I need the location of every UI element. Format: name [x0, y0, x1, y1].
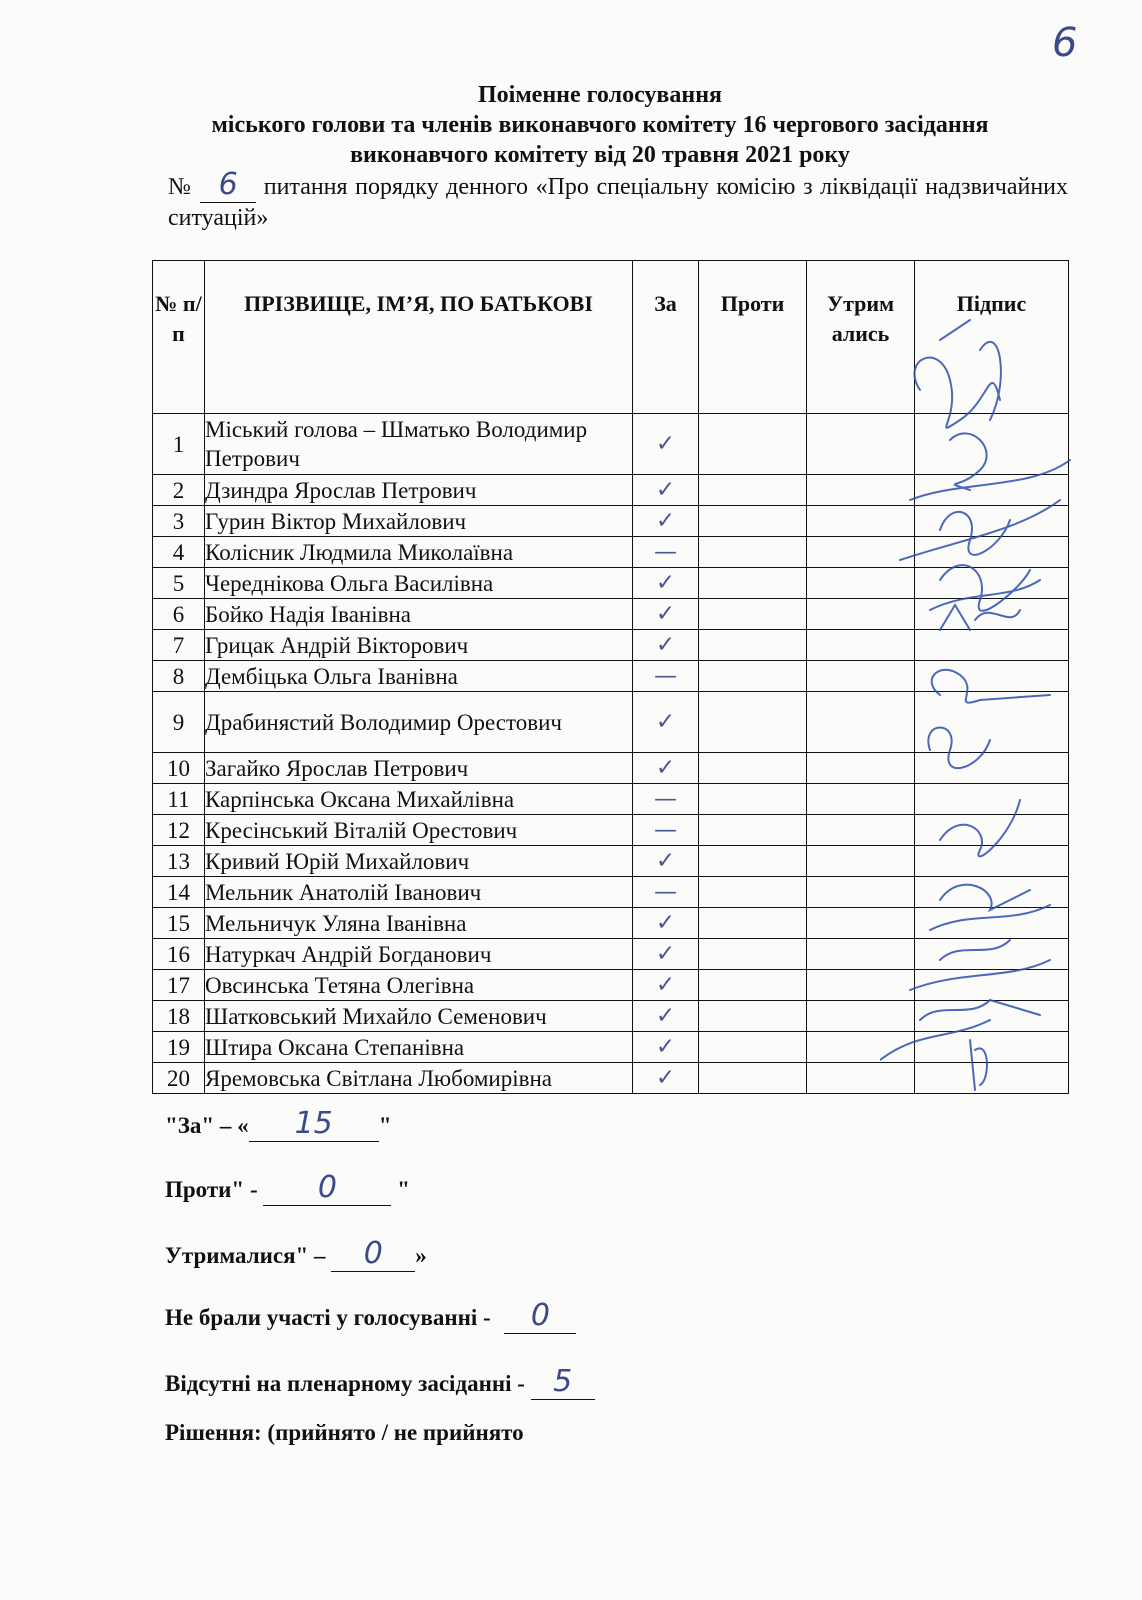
- summary-proty-label: Проти" -: [165, 1177, 258, 1202]
- row-num: 18: [153, 1001, 205, 1032]
- summary-absent-label: Відсутні на пленарному засіданні -: [165, 1371, 525, 1396]
- row-signature: [915, 1001, 1069, 1032]
- row-name: Дзиндра Ярослав Петрович: [205, 475, 633, 506]
- row-name: Штира Оксана Степанівна: [205, 1032, 633, 1063]
- header-utrym: Утрим ались: [807, 261, 915, 414]
- row-za-mark: ✓: [633, 414, 699, 475]
- row-proty: [699, 599, 807, 630]
- row-name: Гурин Віктор Михайлович: [205, 506, 633, 537]
- summary-not-voted-value: 0: [530, 1298, 551, 1333]
- row-num: 6: [153, 599, 205, 630]
- row-proty: [699, 1063, 807, 1094]
- summary-utrym-label: Утрималися" –: [165, 1243, 326, 1268]
- row-num: 20: [153, 1063, 205, 1094]
- row-za-mark: ✓: [633, 1063, 699, 1094]
- row-name: Карпінська Оксана Михайлівна: [205, 784, 633, 815]
- row-signature: [915, 599, 1069, 630]
- table-header-row: [153, 261, 1069, 414]
- summary-za-end: ": [378, 1113, 392, 1138]
- row-za-mark: ✓: [633, 599, 699, 630]
- row-za-mark: ✓: [633, 475, 699, 506]
- row-signature: [915, 784, 1069, 815]
- row-proty: [699, 970, 807, 1001]
- summary-absent-value: 5: [553, 1364, 573, 1399]
- row-name: Бойко Надія Іванівна: [205, 599, 633, 630]
- row-signature: [915, 630, 1069, 661]
- header-num: № п/п: [153, 261, 205, 414]
- summary-za: [165, 1106, 391, 1142]
- row-proty: [699, 661, 807, 692]
- row-proty: [699, 1032, 807, 1063]
- table-row: [153, 1032, 1069, 1063]
- row-signature: [915, 846, 1069, 877]
- row-utrym: [807, 661, 915, 692]
- row-za-mark: —: [633, 877, 699, 908]
- row-signature: [915, 939, 1069, 970]
- row-num: 5: [153, 568, 205, 599]
- row-num: 17: [153, 970, 205, 1001]
- row-za-mark: —: [633, 784, 699, 815]
- row-name: Яремовська Світлана Любомирівна: [205, 1063, 633, 1094]
- table-row: [153, 475, 1069, 506]
- row-num: 7: [153, 630, 205, 661]
- row-za-mark: ✓: [633, 753, 699, 784]
- row-num: 16: [153, 939, 205, 970]
- table-row: [153, 1063, 1069, 1094]
- row-utrym: [807, 630, 915, 661]
- row-signature: [915, 815, 1069, 846]
- row-utrym: [807, 908, 915, 939]
- row-num: 10: [153, 753, 205, 784]
- row-proty: [699, 630, 807, 661]
- row-utrym: [807, 537, 915, 568]
- row-za-mark: ✓: [633, 692, 699, 753]
- row-za-mark: ✓: [633, 1001, 699, 1032]
- row-utrym: [807, 970, 915, 1001]
- question-number-blank: [200, 167, 256, 203]
- row-proty: [699, 815, 807, 846]
- row-signature: [915, 475, 1069, 506]
- row-utrym: [807, 568, 915, 599]
- row-proty: [699, 846, 807, 877]
- question-prefix: №: [168, 174, 193, 200]
- row-num: 1: [153, 414, 205, 475]
- row-utrym: [807, 599, 915, 630]
- row-proty: [699, 939, 807, 970]
- row-num: 2: [153, 475, 205, 506]
- table-row: [153, 753, 1069, 784]
- row-num: 12: [153, 815, 205, 846]
- row-utrym: [807, 414, 915, 475]
- header-name: ПРІЗВИЩЕ, ІМ’Я, ПО БАТЬКОВІ: [205, 261, 633, 414]
- row-za-mark: ✓: [633, 568, 699, 599]
- summary-decision: [165, 1420, 524, 1446]
- row-za-mark: —: [633, 537, 699, 568]
- table-row: [153, 414, 1069, 475]
- row-num: 3: [153, 506, 205, 537]
- row-utrym: [807, 475, 915, 506]
- summary-za-label: "За" – «: [165, 1113, 249, 1138]
- table-row: [153, 537, 1069, 568]
- table-row: [153, 784, 1069, 815]
- row-za-mark: ✓: [633, 908, 699, 939]
- row-name: Мельник Анатолій Іванович: [205, 877, 633, 908]
- row-num: 14: [153, 877, 205, 908]
- row-name: Колісник Людмила Миколаївна: [205, 537, 633, 568]
- table-row: [153, 970, 1069, 1001]
- summary-not-voted-label: Не брали участі у голосуванні -: [165, 1305, 491, 1330]
- table-row: [153, 877, 1069, 908]
- row-name: Шатковський Михайло Семенович: [205, 1001, 633, 1032]
- summary-utrym: [165, 1236, 427, 1272]
- row-signature: [915, 506, 1069, 537]
- row-name: Череднікова Ольга Василівна: [205, 568, 633, 599]
- row-proty: [699, 475, 807, 506]
- row-name: Драбинястий Володимир Орестович: [205, 692, 633, 753]
- summary-proty: [165, 1170, 410, 1206]
- row-name: Кресінський Віталій Орестович: [205, 815, 633, 846]
- summary-utrym-end: »: [415, 1243, 427, 1268]
- row-proty: [699, 568, 807, 599]
- row-signature: [915, 568, 1069, 599]
- row-utrym: [807, 1032, 915, 1063]
- table-row: [153, 506, 1069, 537]
- row-proty: [699, 506, 807, 537]
- row-utrym: [807, 939, 915, 970]
- row-za-mark: —: [633, 661, 699, 692]
- row-proty: [699, 1001, 807, 1032]
- table-row: [153, 630, 1069, 661]
- row-utrym: [807, 753, 915, 784]
- row-num: 8: [153, 661, 205, 692]
- summary-proty-value: 0: [317, 1170, 337, 1205]
- row-num: 11: [153, 784, 205, 815]
- row-signature: [915, 661, 1069, 692]
- row-num: 9: [153, 692, 205, 753]
- question-number: 6: [218, 167, 238, 202]
- row-proty: [699, 784, 807, 815]
- row-utrym: [807, 692, 915, 753]
- row-utrym: [807, 506, 915, 537]
- row-signature: [915, 877, 1069, 908]
- header-signature: Підпис: [915, 261, 1069, 414]
- row-signature: [915, 753, 1069, 784]
- voting-table: [152, 260, 1069, 1094]
- summary-za-value: 15: [294, 1106, 333, 1141]
- row-name: Кривий Юрій Михайлович: [205, 846, 633, 877]
- question-text: питання порядку денного «Про спеціальну комісію з ліквідації надзвичайних ситуацій»: [168, 174, 1069, 231]
- row-utrym: [807, 784, 915, 815]
- summary-proty-end: ": [397, 1177, 410, 1202]
- row-num: 15: [153, 908, 205, 939]
- row-name: Натуркач Андрій Богданович: [205, 939, 633, 970]
- row-proty: [699, 877, 807, 908]
- document-title: [150, 80, 1050, 170]
- row-proty: [699, 414, 807, 475]
- row-proty: [699, 692, 807, 753]
- title-line-1: Поіменне голосування: [477, 82, 723, 108]
- summary-utrym-value: 0: [363, 1236, 383, 1271]
- summary-decision-label: Рішення: (прийнято / не прийнято: [165, 1420, 524, 1445]
- row-name: Дембіцька Ольга Іванівна: [205, 661, 633, 692]
- row-signature: [915, 1032, 1069, 1063]
- table-row: [153, 599, 1069, 630]
- row-utrym: [807, 846, 915, 877]
- row-signature: [915, 692, 1069, 753]
- row-proty: [699, 537, 807, 568]
- header-proty: Проти: [699, 261, 807, 414]
- summary-absent: [165, 1364, 595, 1400]
- row-name: Грицак Андрій Вікторович: [205, 630, 633, 661]
- table-row: [153, 815, 1069, 846]
- table-row: [153, 846, 1069, 877]
- row-name: Мельничук Уляна Іванівна: [205, 908, 633, 939]
- row-signature: [915, 908, 1069, 939]
- row-za-mark: ✓: [633, 970, 699, 1001]
- row-utrym: [807, 877, 915, 908]
- row-num: 19: [153, 1032, 205, 1063]
- header-za: За: [633, 261, 699, 414]
- title-line-3: виконавчого комітету від 20 травня 2021 року: [350, 142, 850, 168]
- row-name: Овсинська Тетяна Олегівна: [205, 970, 633, 1001]
- table-row: [153, 908, 1069, 939]
- title-line-2: міського голови та членів виконавчого комітету 16 чергового засідання: [211, 112, 989, 138]
- row-utrym: [807, 815, 915, 846]
- row-name: Міський голова – Шматько Володимир Петрович: [205, 414, 633, 475]
- row-num: 4: [153, 537, 205, 568]
- row-num: 13: [153, 846, 205, 877]
- row-signature: [915, 414, 1069, 475]
- row-signature: [915, 537, 1069, 568]
- page-number: 6: [1052, 20, 1078, 66]
- row-za-mark: —: [633, 815, 699, 846]
- row-proty: [699, 908, 807, 939]
- table-row: [153, 692, 1069, 753]
- row-signature: [915, 970, 1069, 1001]
- row-name: Загайко Ярослав Петрович: [205, 753, 633, 784]
- row-utrym: [807, 1063, 915, 1094]
- table-row: [153, 939, 1069, 970]
- agenda-question: [168, 167, 1069, 233]
- row-za-mark: ✓: [633, 846, 699, 877]
- row-za-mark: ✓: [633, 506, 699, 537]
- table-row: [153, 568, 1069, 599]
- row-za-mark: ✓: [633, 1032, 699, 1063]
- summary-not-voted: [165, 1298, 576, 1334]
- row-utrym: [807, 1001, 915, 1032]
- row-za-mark: ✓: [633, 939, 699, 970]
- table-row: [153, 1001, 1069, 1032]
- row-za-mark: ✓: [633, 630, 699, 661]
- table-row: [153, 661, 1069, 692]
- row-signature: [915, 1063, 1069, 1094]
- row-proty: [699, 753, 807, 784]
